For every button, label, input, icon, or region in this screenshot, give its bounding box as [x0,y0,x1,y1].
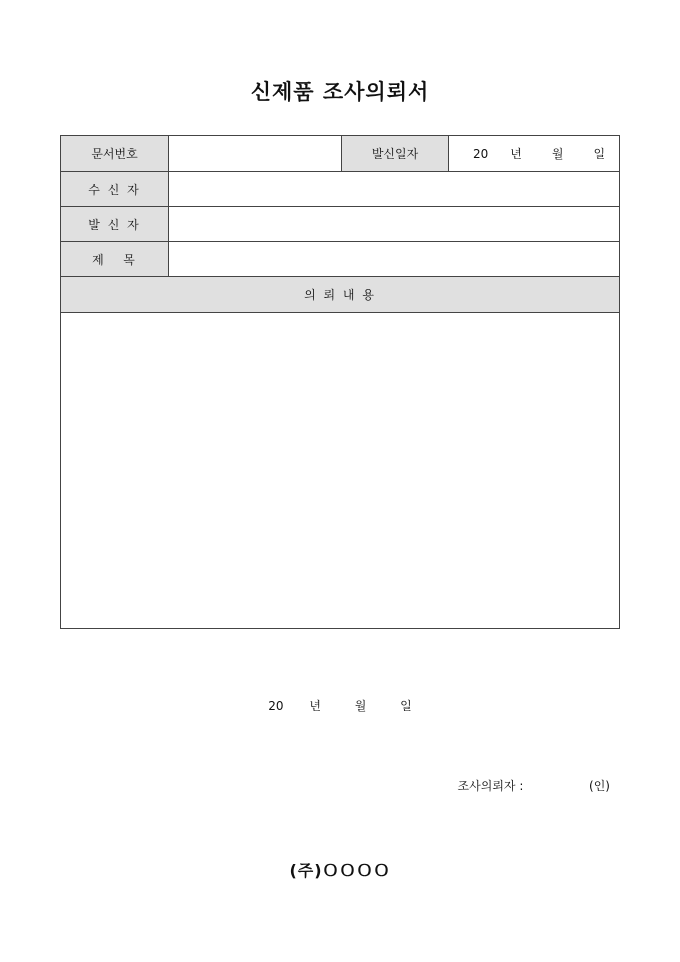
send-date-label-cell [342,136,448,171]
footer-date-month-unit: 월 [354,699,367,713]
send-date-year-prefix: 20 [473,146,489,161]
recipient-label-cell [61,172,168,206]
column-divider [448,136,449,171]
requester-label: 조사의뢰자 : [457,779,524,793]
send-date-day-unit: 일 [593,147,606,161]
column-divider [168,136,169,276]
column-divider [341,136,342,171]
send-date-label: 발신일자 [371,147,419,161]
subject-label-cell [61,242,168,276]
request-form-table [60,135,620,629]
footer-date-year-prefix: 20 [268,699,284,713]
seal-mark: (인) [589,779,610,793]
doc-number-field[interactable] [169,136,341,171]
company-name: (주)ＯＯＯＯ [289,861,391,880]
send-date-month-unit: 월 [551,147,564,161]
subject-field[interactable] [169,242,619,276]
doc-number-label: 문서번호 [91,147,138,161]
document-title: 신제품 조사의뢰서 [250,79,430,104]
sender-label-cell [61,207,168,241]
request-content-label: 의 뢰 내 용 [304,288,376,302]
footer-date [0,697,680,714]
send-date-year-unit: 년 [510,147,522,161]
footer-date-day-unit: 일 [400,699,412,713]
doc-number-label-cell [61,136,168,171]
requester-signature-line [458,777,610,794]
recipient-field[interactable] [169,172,619,206]
request-content-field[interactable] [61,313,619,628]
request-content-header [61,277,619,312]
sender-field[interactable] [169,207,619,241]
footer-date-year-unit: 년 [309,699,321,713]
sender-label: 발 신 자 [88,217,141,232]
subject-label: 제 목 [92,252,137,267]
recipient-label: 수 신 자 [88,182,141,197]
send-date-field[interactable] [449,136,619,171]
